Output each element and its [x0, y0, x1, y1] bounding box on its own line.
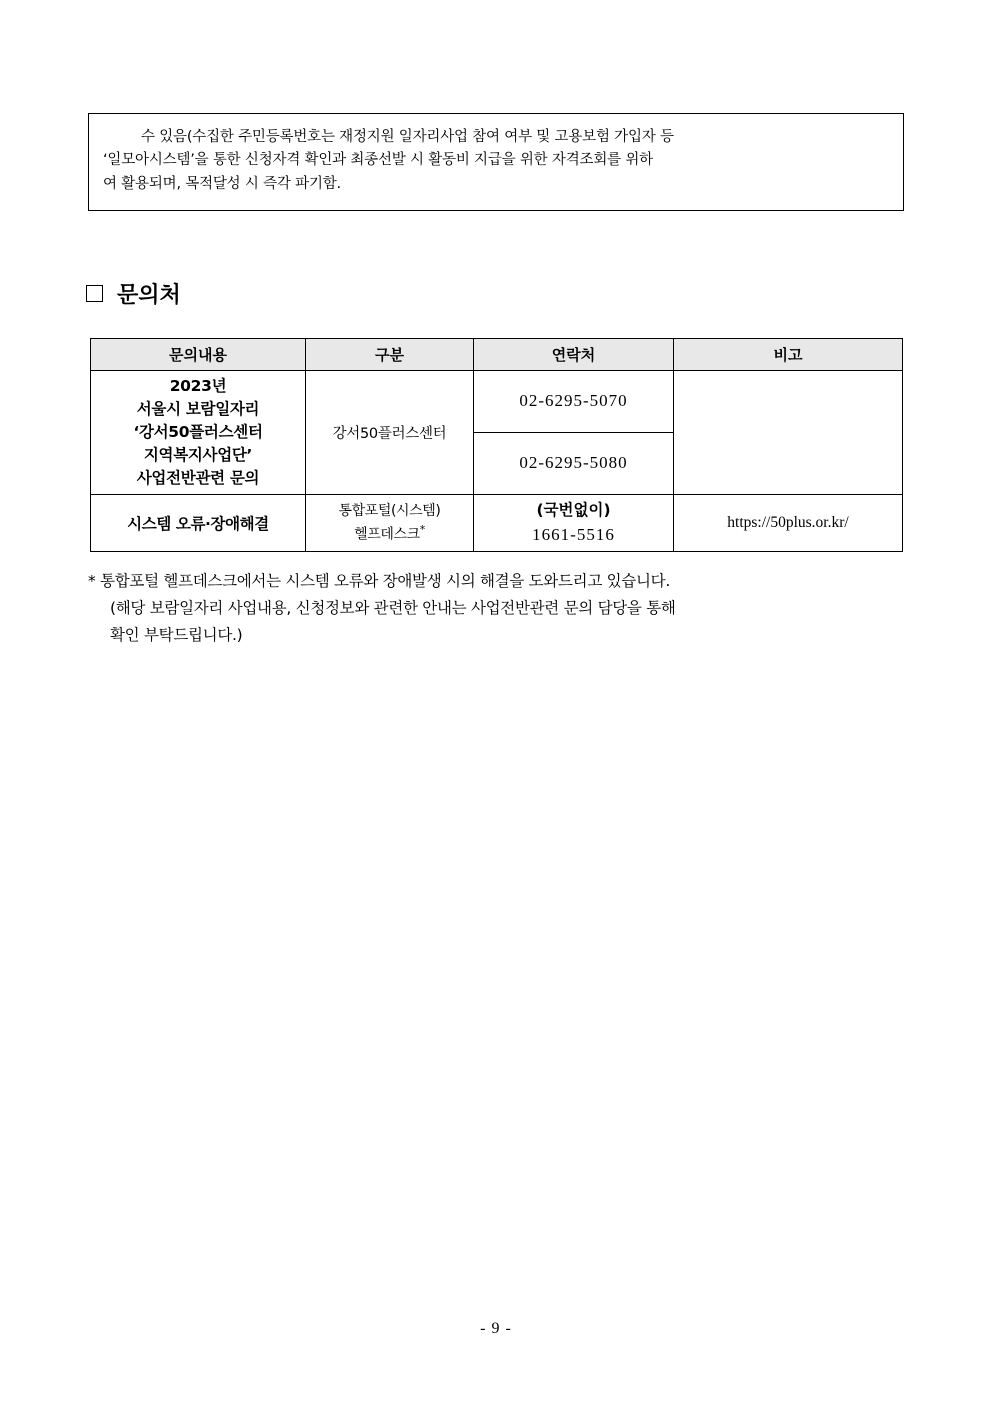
- contact-table: [90, 338, 903, 552]
- section-heading: [86, 278, 181, 309]
- table-header-category: 구분: [306, 339, 474, 371]
- phone-number: 1661-5516: [532, 524, 615, 544]
- table-row: [91, 494, 903, 552]
- subject-line-5: 사업전반관련 문의: [136, 468, 260, 487]
- org-line-1: 통합포털(시스템): [338, 503, 441, 520]
- notice-line-2: ‘일모아시스템’을 통한 신청자격 확인과 최종선발 시 활동비 지급을 위한 자격조회를 위하: [103, 152, 653, 169]
- table-row: [91, 371, 903, 433]
- square-bullet-icon: [86, 285, 103, 302]
- notice-box: [88, 113, 904, 211]
- footnote-line-1: * 통합포털 헬프데스크에서는 시스템 오류와 장애발생 시의 해결을 도와드리고 있습니다.: [88, 572, 670, 590]
- table-header-subject: 문의내용: [91, 339, 306, 371]
- cell-subject-program: [91, 371, 306, 495]
- cell-org-center: 강서50플러스센터: [306, 371, 474, 495]
- cell-note-url[interactable]: https://50plus.or.kr/: [674, 494, 903, 552]
- notice-line-3: 여 활용되며, 목적달성 시 즉각 파기함.: [103, 175, 341, 192]
- subject-line-4: 지역복지사업단’: [143, 445, 253, 464]
- table-header-row: [91, 339, 903, 371]
- cell-phone-2: 02-6295-5080: [474, 432, 674, 494]
- subject-line-1: 2023년: [169, 377, 227, 395]
- subject-line-2: 서울시 보람일자리: [136, 399, 260, 418]
- footnote-block: [88, 568, 918, 649]
- subject-line-3: ‘강서50플러스센터: [133, 422, 263, 441]
- footnote-line-3: 확인 부탁드립니다.): [110, 626, 243, 645]
- notice-line-1: 수 있음(수집한 주민등록번호는 재정지원 일자리사업 참여 여부 및 고용보험 가입자 등: [141, 129, 674, 145]
- table-header-note: 비고: [674, 339, 903, 371]
- phone-label: (국번없이): [536, 500, 611, 519]
- table-header-contact: 연락처: [474, 339, 674, 371]
- org-line-2: 헬프데스크: [354, 526, 420, 543]
- cell-org-helpdesk: [306, 494, 474, 552]
- footnote-line-2: (해당 보람일자리 사업내용, 신청정보와 관련한 안내는 사업전반관련 문의 담당을 통해: [110, 599, 676, 618]
- page-number: - 9 -: [480, 1320, 512, 1337]
- cell-note-empty: [674, 371, 903, 495]
- cell-phone-1: 02-6295-5070: [474, 371, 674, 433]
- section-title: 문의처: [117, 283, 181, 308]
- cell-subject-helpdesk: 시스템 오류·장애해결: [91, 494, 306, 552]
- footnote-marker: *: [419, 522, 425, 536]
- cell-phone-helpdesk: [474, 494, 674, 552]
